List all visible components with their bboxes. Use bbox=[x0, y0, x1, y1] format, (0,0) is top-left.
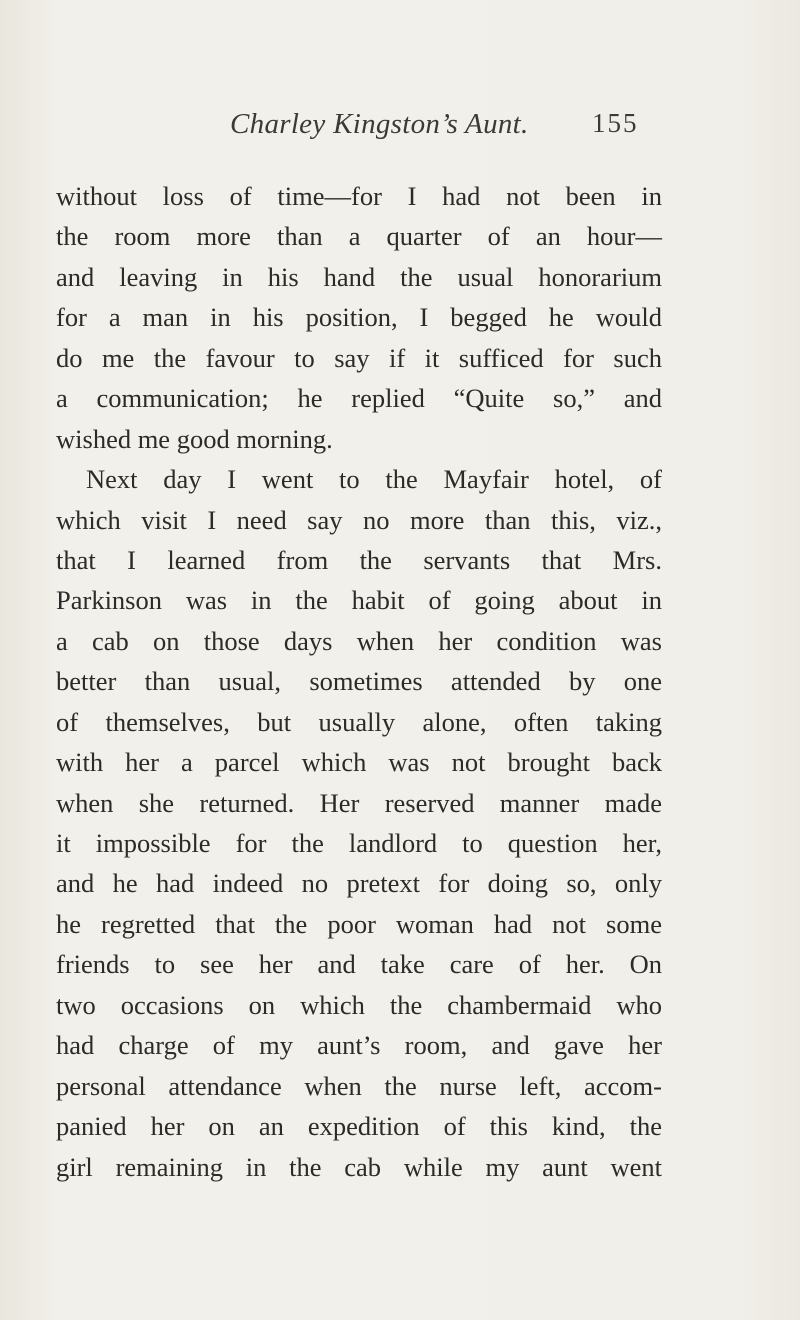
text-line: and he had indeed no pretext for doing so, only bbox=[56, 868, 662, 899]
text-line: friends to see her and take care of her. On bbox=[56, 949, 662, 980]
text-line: Next day I went to the Mayfair hotel, of bbox=[86, 464, 662, 495]
text-line: a cab on those days when her condition was bbox=[56, 625, 662, 656]
text-line: had charge of my aunt’s room, and gave her bbox=[56, 1030, 662, 1061]
text-line: do me the favour to say if it sufficed for such bbox=[56, 342, 662, 373]
text-line: the room more than a quarter of an hour— bbox=[56, 221, 662, 252]
body-text bbox=[56, 176, 662, 1187]
running-header bbox=[56, 108, 656, 148]
text-line: wished me good morning. bbox=[56, 423, 333, 454]
text-line: Parkinson was in the habit of going about in bbox=[56, 585, 662, 616]
text-line: a communication; he replied “Quite so,” and bbox=[56, 383, 662, 414]
page-number: 155 bbox=[592, 108, 639, 138]
text-line: personal attendance when the nurse left, accom- bbox=[56, 1070, 662, 1101]
text-line: of themselves, but usually alone, often taking bbox=[56, 706, 662, 737]
text-line: two occasions on which the chambermaid who bbox=[56, 989, 662, 1020]
text-line: when she returned. Her reserved manner made bbox=[56, 787, 662, 818]
running-title: Charley Kingston’s Aunt. bbox=[230, 108, 529, 140]
text-line: and leaving in his hand the usual honorarium bbox=[56, 261, 662, 292]
text-line: with her a parcel which was not brought back bbox=[56, 747, 662, 778]
text-line: he regretted that the poor woman had not some bbox=[56, 908, 662, 939]
text-line: it impossible for the landlord to question her, bbox=[56, 828, 662, 858]
text-line: which visit I need say no more than this, viz., bbox=[56, 504, 662, 535]
text-line: panied her on an expedition of this kind, the bbox=[56, 1111, 662, 1142]
text-line: girl remaining in the cab while my aunt went bbox=[56, 1151, 662, 1182]
text-line: for a man in his position, I begged he would bbox=[56, 302, 662, 333]
text-line: better than usual, sometimes attended by one bbox=[56, 666, 662, 697]
text-line: that I learned from the servants that Mrs. bbox=[56, 544, 662, 575]
text-line: without loss of time—for I had not been in bbox=[56, 181, 662, 211]
